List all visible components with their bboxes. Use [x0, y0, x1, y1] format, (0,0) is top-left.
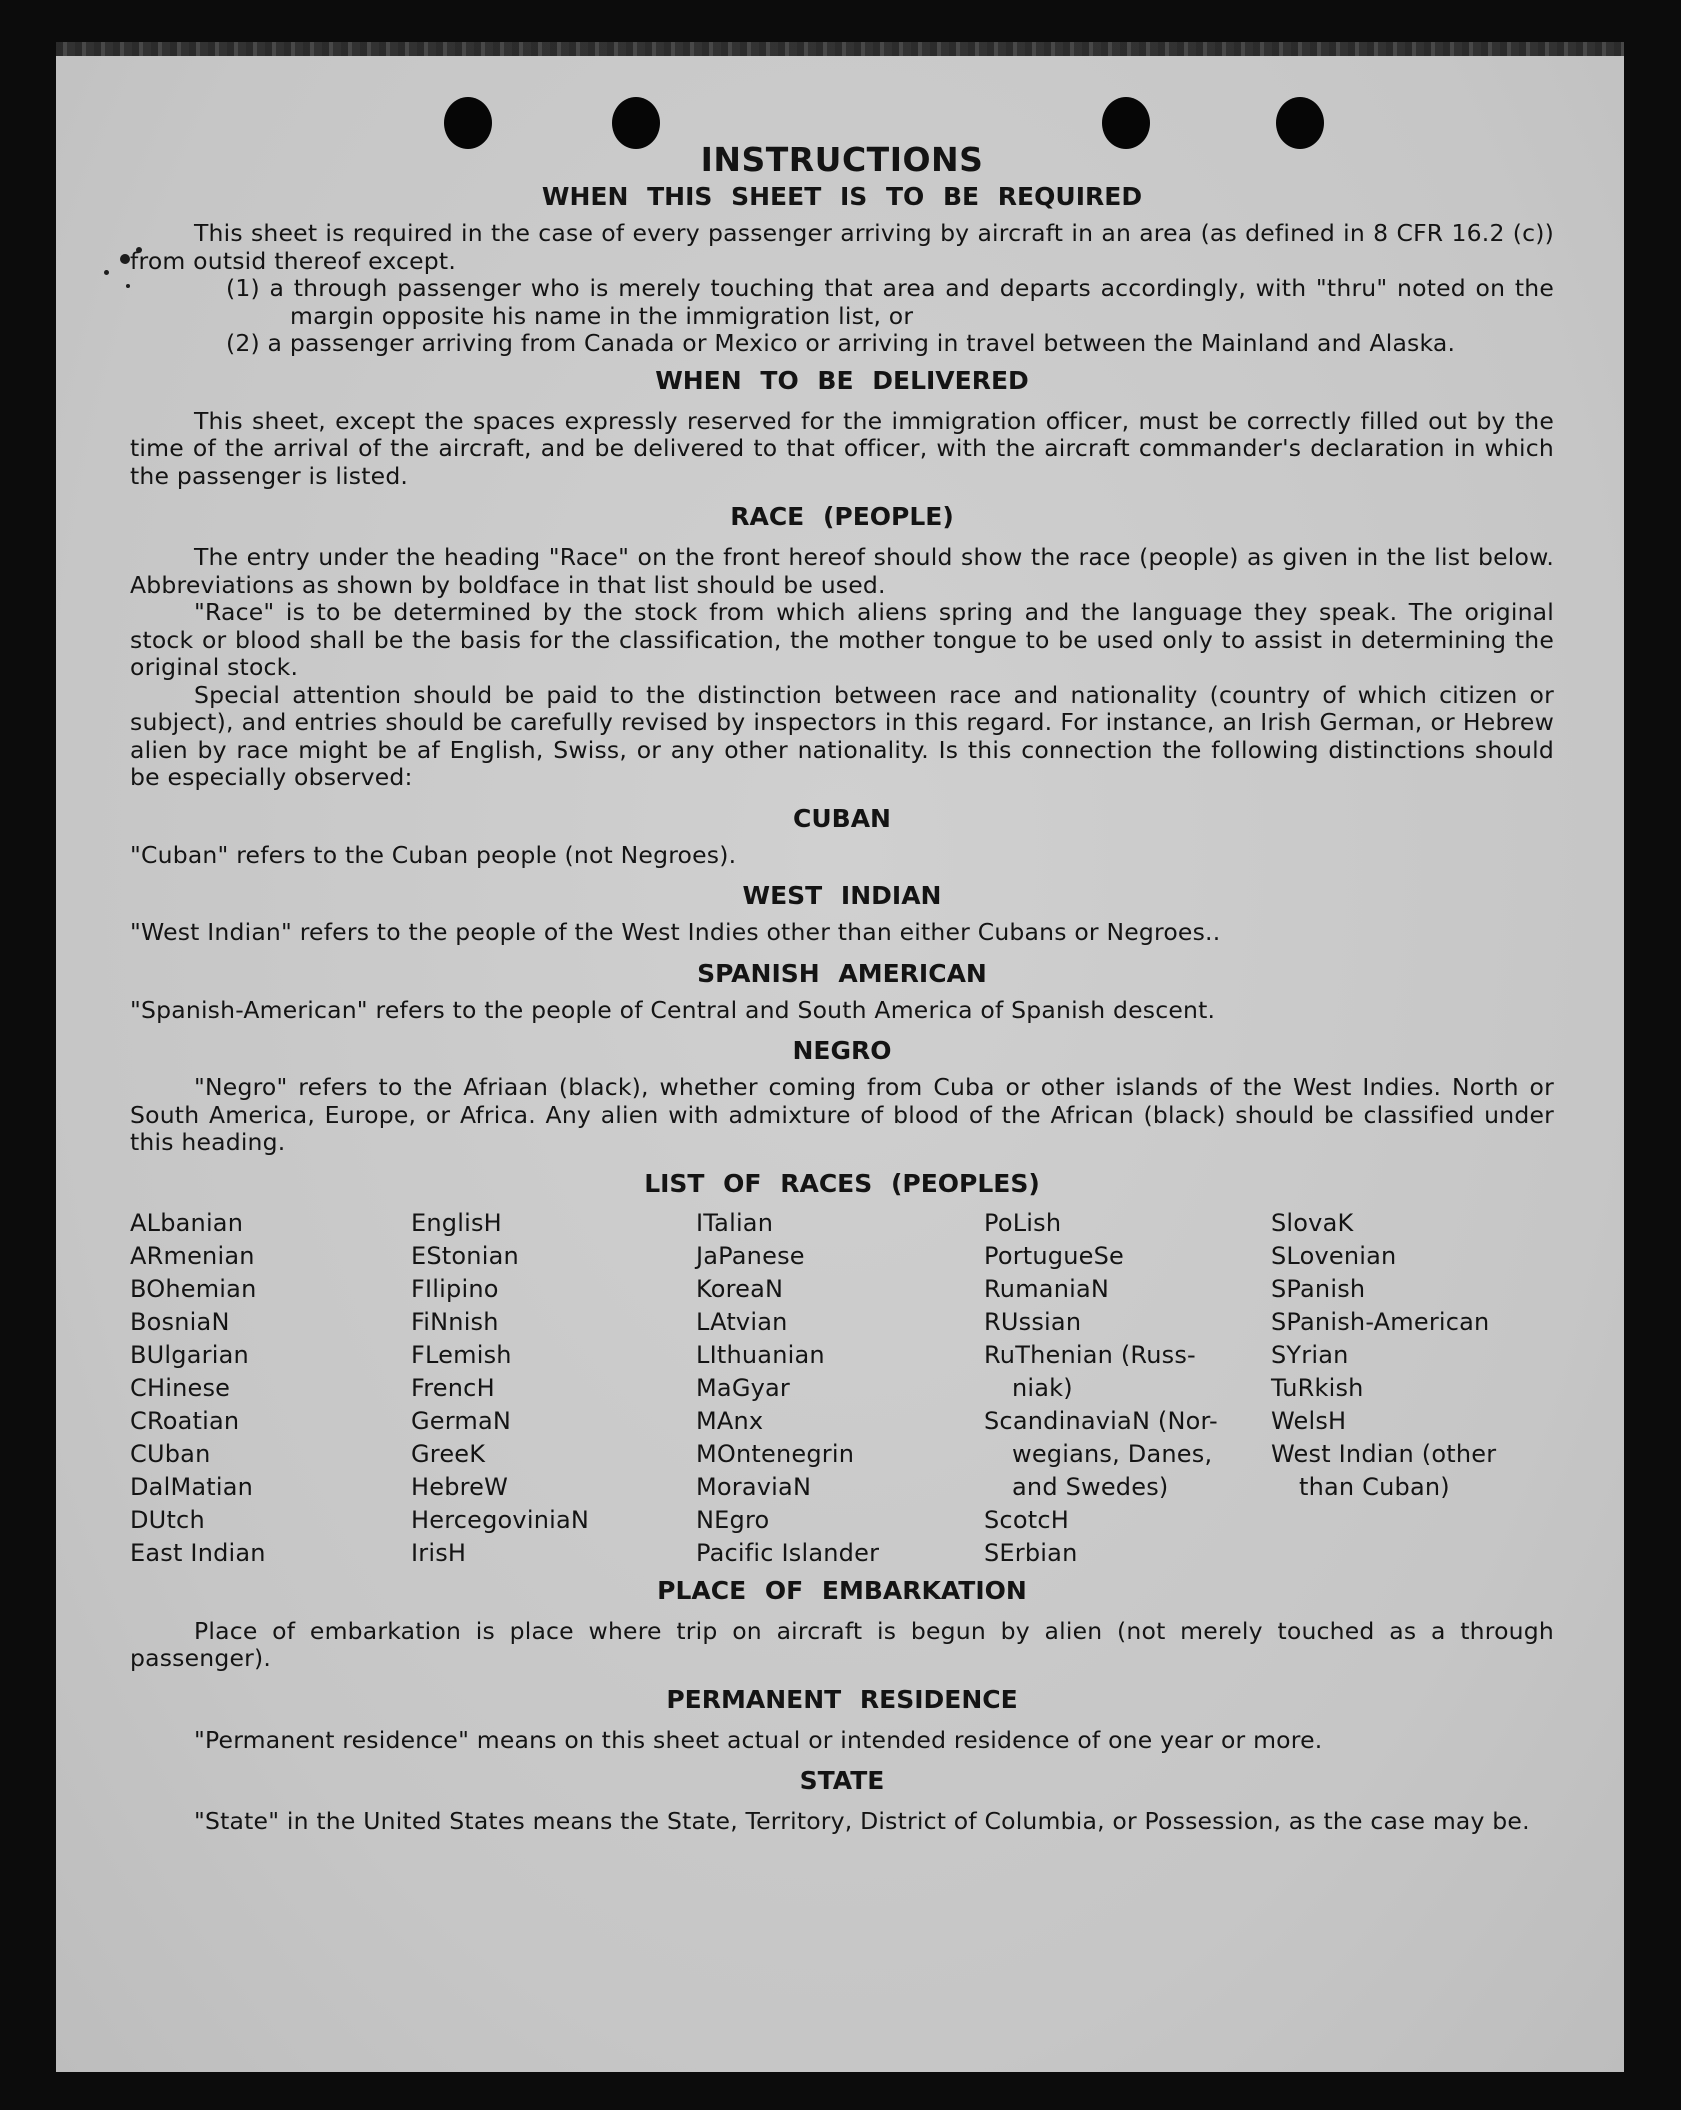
section-heading-spanish-american: SPANISH AMERICAN — [697, 958, 987, 988]
race-item: ALbanian — [130, 1208, 244, 1237]
section-heading-residence: PERMANENT RESIDENCE — [666, 1684, 1018, 1714]
race-item: PoLish — [984, 1208, 1062, 1237]
state-text: "State" in the United States means the State, Territory, District of Columbia, or Possession, as the case may be. — [194, 1807, 1530, 1835]
race-paragraph-1: The entry under the heading "Race" on the front hereof should show the race (people) as given in the list below. Abbreviations as shown by boldface in that list should be used. — [130, 543, 1554, 599]
race-item: JaPanese — [696, 1241, 805, 1270]
race-item: FiNnish — [411, 1307, 499, 1336]
race-item: MAnx — [696, 1406, 764, 1435]
race-item: EnglisH — [411, 1208, 502, 1237]
race-item: East Indian — [130, 1538, 266, 1567]
race-item: ScandinaviaN (Nor- — [984, 1406, 1218, 1435]
race-item: BosniaN — [130, 1307, 230, 1336]
race-item: DUtch — [130, 1505, 205, 1534]
race-item: SYrian — [1271, 1340, 1349, 1369]
races-list — [130, 1207, 1554, 1570]
race-item: BOhemian — [130, 1274, 257, 1303]
section-heading-state: STATE — [799, 1766, 885, 1795]
race-item: HercegoviniaN — [411, 1505, 590, 1534]
race-item: WelsH — [1271, 1406, 1347, 1435]
cuban-text: "Cuban" refers to the Cuban people (not Negroes). — [130, 840, 737, 869]
residence-text: "Permanent residence" means on this sheet actual or intended residence of one year or more. — [194, 1725, 1323, 1754]
page-title: INSTRUCTIONS — [700, 140, 984, 179]
ink-blot — [120, 254, 130, 264]
ink-blot — [104, 270, 109, 275]
race-item: SErbian — [984, 1538, 1078, 1567]
west-indian-text: "West Indian" refers to the people of the West Indies other than either Cubans or Negroes.. — [130, 918, 1221, 946]
race-item: NEgro — [696, 1505, 770, 1534]
race-item: RuThenian (Russ- — [984, 1340, 1196, 1369]
section-heading-negro: NEGRO — [792, 1036, 892, 1065]
race-item: GermaN — [411, 1406, 512, 1435]
race-item: Pacific Islander — [696, 1538, 880, 1567]
race-item: ITalian — [696, 1208, 774, 1237]
race-item: RUssian — [984, 1307, 1082, 1336]
race-item: PortugueSe — [984, 1241, 1124, 1270]
race-item: SPanish-American — [1271, 1307, 1490, 1336]
section-heading-delivered: WHEN TO BE DELIVERED — [655, 365, 1029, 395]
race-item: LAtvian — [696, 1307, 788, 1336]
race-item: SPanish — [1271, 1274, 1366, 1303]
section-heading-cuban: CUBAN — [793, 803, 891, 833]
race-paragraph-2: "Race" is to be determined by the stock from which aliens spring and the language they speak. The original stock or blood shall be the basis for the classification, the mother tongue to be used only to assist in determining the original stock. — [130, 598, 1554, 681]
document-sheet — [56, 42, 1624, 2072]
races-column — [130, 1207, 411, 1570]
required-item-2: (2) a passenger arriving from Canada or Mexico or arriving in travel between the Mainland and Alaska. — [226, 329, 1456, 357]
embarkation-text: Place of embarkation is place where trip on aircraft is begun by alien (not merely touched as a through passenger). — [130, 1616, 1554, 1672]
race-item: FLemish — [411, 1340, 512, 1369]
race-item: ScotcH — [984, 1505, 1069, 1534]
section-heading-race: RACE (PEOPLE) — [730, 502, 954, 531]
race-item: wegians, Danes, — [1012, 1439, 1213, 1468]
race-item: HebreW — [411, 1472, 509, 1501]
race-item: niak) — [1012, 1373, 1073, 1402]
race-item: than Cuban) — [1299, 1472, 1450, 1501]
section-heading-list-of-races: LIST OF RACES (PEOPLES) — [644, 1168, 1040, 1198]
race-item: MaGyar — [696, 1373, 790, 1402]
race-item: West Indian (other — [1271, 1439, 1497, 1468]
races-column — [411, 1207, 696, 1570]
race-item: SLovenian — [1271, 1241, 1397, 1270]
section-heading-embarkation: PLACE OF EMBARKATION — [657, 1575, 1027, 1605]
race-item: FIlipino — [411, 1274, 499, 1303]
required-item-1: (1) a through passenger who is merely touching that area and departs accordingly, with "thru" noted on the margin opposite his name in the immigration list, or — [226, 274, 1554, 330]
spanish-american-text: "Spanish-American" refers to the people of Central and South America of Spanish descent. — [130, 995, 1216, 1024]
race-item: DalMatian — [130, 1472, 254, 1501]
race-item: RumaniaN — [984, 1274, 1110, 1303]
race-item: SlovaK — [1271, 1208, 1354, 1237]
negro-text: "Negro" refers to the Afriaan (black), whether coming from Cuba or other islands of the West Indies. North or South America, Europe, or Africa. Any alien with admixture of blood of the African (black) should be classified under this heading. — [130, 1073, 1554, 1156]
race-item: LIthuanian — [696, 1340, 825, 1369]
instructions-content — [130, 140, 1554, 1836]
race-item: BUlgarian — [130, 1340, 249, 1369]
race-item: and Swedes) — [1012, 1472, 1169, 1501]
race-item: CRoatian — [130, 1406, 240, 1435]
race-item: EStonian — [411, 1241, 519, 1270]
race-item: MoraviaN — [696, 1472, 812, 1501]
section-heading-west-indian: WEST INDIAN — [742, 881, 942, 910]
race-item: KoreaN — [696, 1274, 784, 1303]
race-item: ARmenian — [130, 1241, 255, 1270]
torn-top-edge — [56, 42, 1624, 56]
race-item: IrisH — [411, 1538, 467, 1567]
race-item: TuRkish — [1271, 1373, 1364, 1402]
required-intro: This sheet is required in the case of every passenger arriving by aircraft in an area (as defined in 8 CFR 16.2 (c)) from outsid thereof except. — [130, 219, 1554, 275]
section-heading-required: WHEN THIS SHEET IS TO BE REQUIRED — [541, 182, 1143, 211]
race-item: CUban — [130, 1439, 211, 1468]
race-item: FrencH — [411, 1373, 495, 1402]
race-paragraph-3: Special attention should be paid to the distinction between race and nationality (country of which citizen or subject), and entries should be carefully revised by inspectors in this regard. For instance, an Irish German, or Hebrew alien by race might be af English, Swiss, or any other nationality. Is this connection the following distinctions should be especially observed: — [130, 680, 1554, 791]
race-item: CHinese — [130, 1373, 231, 1402]
races-column — [984, 1207, 1271, 1570]
race-item: GreeK — [411, 1439, 486, 1468]
races-column — [1271, 1207, 1554, 1570]
race-item: MOntenegrin — [696, 1439, 855, 1468]
delivered-text: This sheet, except the spaces expressly reserved for the immigration officer, must be correctly filled out by the time of the arrival of the aircraft, and be delivered to that officer, with the aircraft commander's declaration in which the passenger is listed. — [130, 406, 1554, 490]
races-column — [696, 1207, 984, 1570]
